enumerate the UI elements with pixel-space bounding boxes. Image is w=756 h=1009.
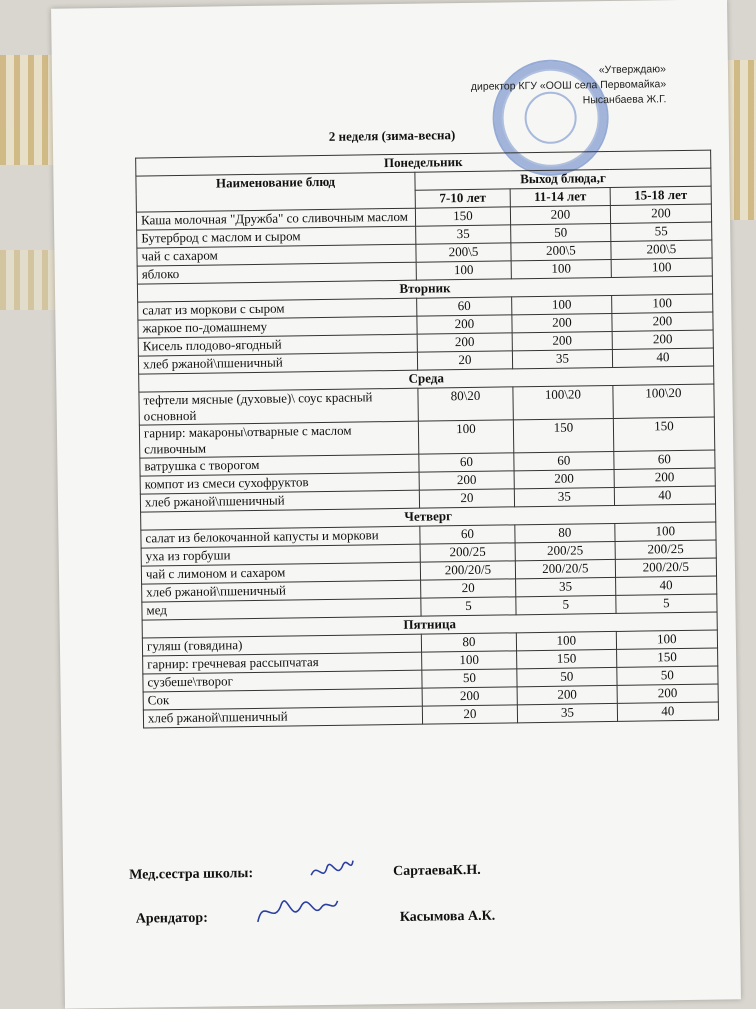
portion-value: 60	[417, 297, 512, 316]
dish-name: Кисель плодово-ягодный	[138, 334, 417, 356]
portion-value: 200/25	[420, 543, 515, 562]
portion-value: 20	[422, 705, 517, 724]
portion-value: 150	[513, 418, 613, 452]
portion-value: 50	[517, 667, 617, 686]
document-title: 2 неделя (зима-весна)	[328, 127, 456, 144]
portion-value: 35	[514, 487, 614, 506]
portion-value: 20	[417, 351, 512, 370]
portion-value: 100\20	[613, 384, 715, 418]
dish-name: сузбеше\творог	[143, 670, 422, 692]
portion-value: 35	[416, 225, 511, 244]
day-header: Пятница	[142, 612, 717, 638]
portion-value: 60	[419, 453, 514, 472]
day-header: Вторник	[137, 276, 712, 302]
dish-column-header: Наименование блюд	[136, 172, 415, 212]
portion-value: 40	[617, 702, 718, 721]
portion-value: 200	[422, 687, 517, 706]
portion-value: 60	[614, 450, 715, 469]
portion-value: 50	[511, 223, 611, 242]
first-day-header: Понедельник	[136, 150, 711, 176]
dish-name: чай с сахаром	[137, 244, 416, 266]
nurse-name: СартаеваК.Н.	[393, 862, 481, 880]
dish-name: яблоко	[137, 262, 416, 284]
dish-name: жаркое по-домашнему	[138, 316, 417, 338]
dish-name: гуляш (говядина)	[142, 634, 421, 656]
portion-value: 100	[611, 258, 712, 277]
portion-value: 200\5	[511, 241, 611, 260]
dish-name: хлеб ржаной\пшеничный	[143, 706, 422, 728]
portion-value: 100\20	[513, 385, 613, 419]
dish-name: чай с лимоном и сахаром	[141, 562, 420, 584]
portion-value: 200	[617, 684, 718, 703]
nurse-signature	[307, 853, 357, 890]
dish-name: компот из смеси сухофруктов	[140, 472, 419, 494]
portion-value: 200	[514, 469, 614, 488]
portion-value: 200/25	[515, 541, 615, 560]
dish-name: Каша молочная "Дружба" со сливочным маслом	[136, 208, 415, 230]
portion-value: 200	[512, 313, 612, 332]
dish-name: салат из моркови с сыром	[138, 298, 417, 320]
menu-table	[135, 150, 719, 729]
day-header: Четверг	[141, 504, 716, 530]
tenant-signature	[251, 891, 342, 932]
portion-value: 200	[517, 685, 617, 704]
portion-value: 35	[512, 349, 612, 368]
menu-body	[136, 204, 718, 728]
portion-value: 35	[516, 577, 616, 596]
portion-value: 150	[613, 417, 715, 451]
portion-value: 150	[517, 649, 617, 668]
dish-name: ватрушка с творогом	[140, 454, 419, 476]
portion-value: 200/20/5	[515, 559, 615, 578]
portion-value: 100	[422, 651, 517, 670]
portion-value: 55	[611, 222, 712, 241]
approval-line-1: «Утверждаю»	[598, 63, 667, 77]
portion-value: 5	[616, 594, 717, 613]
portion-value: 5	[421, 597, 516, 616]
portion-value: 100	[416, 261, 511, 280]
portion-value: 20	[421, 579, 516, 598]
approval-line-3: Нысанбаева Ж.Г.	[582, 93, 667, 107]
day-header: Среда	[139, 366, 714, 392]
nurse-label: Мед.сестра школы:	[129, 866, 254, 883]
portion-value: 100	[512, 295, 612, 314]
portion-value: 200/25	[615, 540, 716, 559]
portion-value: 20	[419, 489, 514, 508]
portion-value: 80	[421, 633, 516, 652]
portion-value: 100	[612, 294, 713, 313]
dish-name: хлеб ржаной\пшеничный	[140, 490, 419, 512]
portion-value: 150	[616, 648, 717, 667]
approval-block	[471, 62, 667, 110]
portion-value: 35	[517, 703, 617, 722]
portion-value: 200/20/5	[420, 561, 515, 580]
dish-name: салат из белокочанной капусты и моркови	[141, 526, 420, 548]
portion-value: 60	[420, 525, 515, 544]
portion-value: 100	[516, 631, 616, 650]
portion-value: 40	[615, 576, 716, 595]
portion-value: 100	[615, 522, 716, 541]
portion-value: 40	[614, 486, 715, 505]
portion-value: 150	[415, 207, 510, 226]
age-header: 7-10 лет	[415, 189, 510, 208]
dish-name: мед	[142, 598, 421, 620]
output-column-header: Выход блюда,г	[415, 168, 711, 190]
dish-name: уха из горбуши	[141, 544, 420, 566]
portion-value: 50	[617, 666, 718, 685]
portion-value: 200	[417, 333, 512, 352]
dish-name: хлеб ржаной\пшеничный	[138, 352, 417, 374]
portion-value: 100	[616, 630, 717, 649]
approval-line-2: директор КГУ «ООШ села Первомайка»	[470, 78, 667, 93]
dish-name: тефтели мясные (духовые)\ соус красный основной	[139, 388, 418, 425]
age-header: 15-18 лет	[610, 186, 711, 205]
portion-value: 200	[612, 312, 713, 331]
portion-value: 50	[422, 669, 517, 688]
portion-value: 80	[515, 523, 615, 542]
portion-value: 200	[512, 331, 612, 350]
tenant-label: Арендатор:	[135, 910, 208, 927]
dish-name: гарнир: макароны\отварные с маслом сливочным	[139, 421, 418, 458]
portion-value: 40	[612, 348, 713, 367]
portion-value: 100	[418, 420, 513, 454]
dish-name: гарнир: гречневая рассыпчатая	[143, 652, 422, 674]
dish-name: Сок	[143, 688, 422, 710]
menu-document	[51, 0, 741, 1009]
portion-value: 200	[510, 205, 610, 224]
portion-value: 60	[514, 451, 614, 470]
portion-value: 200\5	[416, 243, 511, 262]
portion-value: 200	[419, 471, 514, 490]
portion-value: 200	[610, 204, 711, 223]
portion-value: 5	[516, 595, 616, 614]
portion-value: 200	[417, 315, 512, 334]
portion-value: 80\20	[418, 387, 513, 421]
portion-value: 200	[612, 330, 713, 349]
portion-value: 100	[511, 259, 611, 278]
portion-value: 200/20/5	[615, 558, 716, 577]
portion-value: 200\5	[611, 240, 712, 259]
tenant-name: Касымова А.К.	[399, 908, 496, 925]
age-header: 11-14 лет	[510, 187, 610, 206]
dish-name: Бутерброд с маслом и сыром	[137, 226, 416, 248]
dish-name: хлеб ржаной\пшеничный	[142, 580, 421, 602]
portion-value: 200	[614, 468, 715, 487]
